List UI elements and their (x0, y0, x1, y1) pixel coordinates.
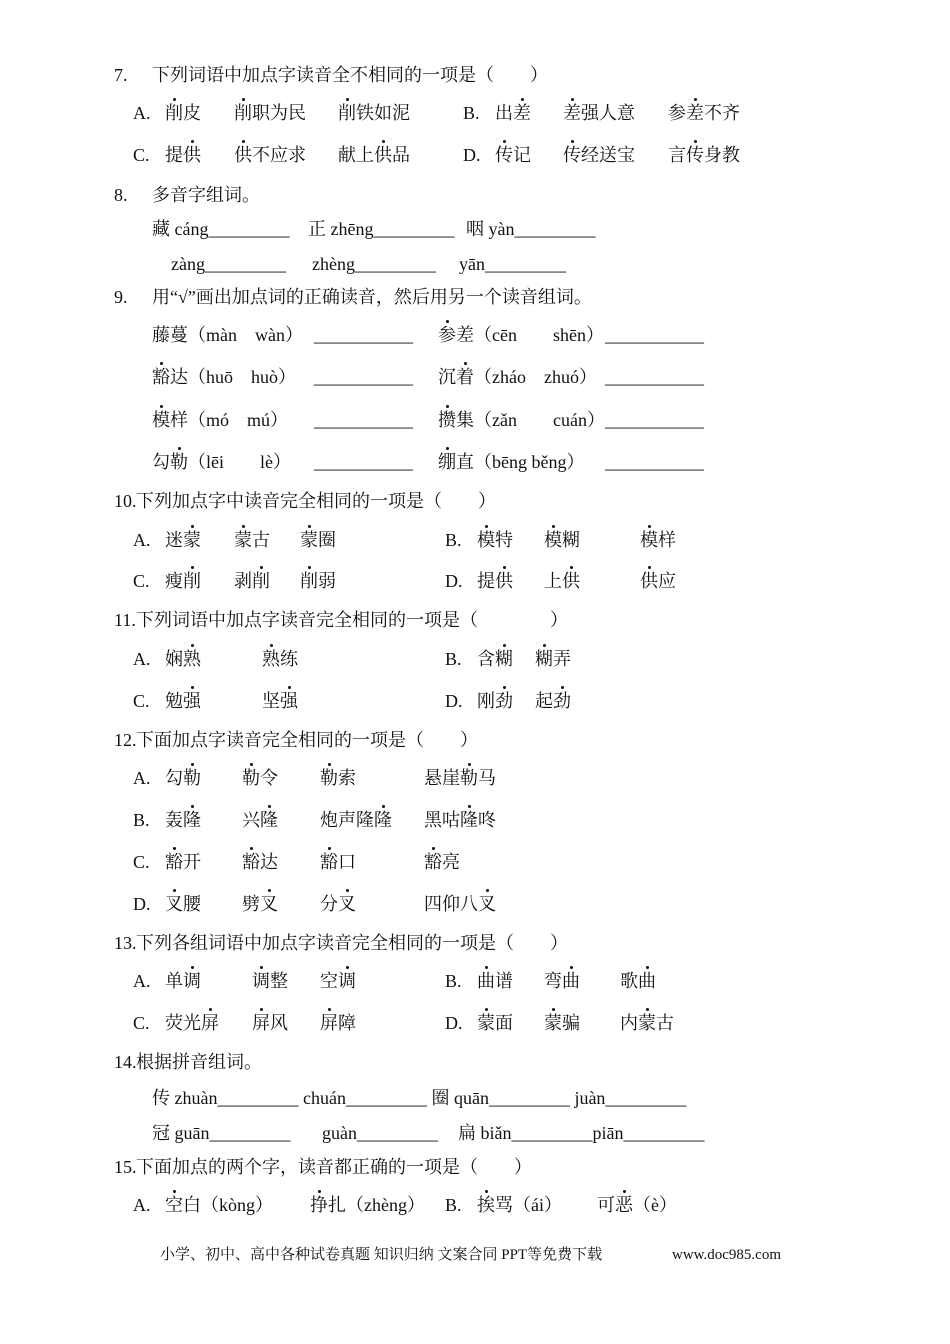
option-label-c: C. (133, 852, 150, 872)
option-word: 供不应求 (234, 145, 306, 165)
emphasis-dot (242, 98, 245, 101)
emphasis-dot (308, 566, 311, 569)
option-word: 模样 (640, 530, 676, 550)
fill-in-blank: 冠 guān_________ (152, 1123, 291, 1143)
emphasis-dot (173, 98, 176, 101)
pinyin-question-word: 攒集 (438, 410, 474, 430)
question-stem: 下列各组词语中加点字读音完全相同的一项是（ ） (136, 933, 568, 953)
option-label-b: B. (445, 649, 462, 669)
emphasis-dot (260, 1008, 263, 1011)
emphasis-dot (191, 966, 194, 969)
option-word: 模糊 (544, 530, 580, 550)
emphasis-dot (432, 847, 435, 850)
option-label-d: D. (445, 691, 463, 711)
pinyin-choice: （bēng běng） (474, 452, 585, 472)
option-word: 豁达 (242, 852, 278, 872)
option-word: 兴隆 (242, 810, 278, 830)
option-label-a: A. (133, 103, 151, 123)
emphasis-dot (382, 140, 385, 143)
option-word: 蒙圈 (300, 530, 336, 550)
option-word: 空白 (165, 1195, 201, 1215)
option-word: 蒙古 (234, 530, 270, 550)
answer-blank: ___________ (314, 410, 413, 430)
emphasis-dot (268, 805, 271, 808)
emphasis-dot (485, 1190, 488, 1193)
emphasis-dot (173, 1190, 176, 1193)
question-number: 10. (114, 491, 137, 511)
option-word: 削职为民 (234, 103, 306, 123)
emphasis-dot (446, 447, 449, 450)
pinyin-choice: （mó mú） (188, 410, 289, 430)
option-word: 勒索 (320, 768, 356, 788)
option-label-c: C. (133, 571, 150, 591)
emphasis-dot (561, 686, 564, 689)
emphasis-dot (191, 763, 194, 766)
emphasis-dot (191, 644, 194, 647)
emphasis-dot (446, 320, 449, 323)
fill-in-blank: 传 zhuàn_________ chuán_________ 圈 quān_________ juàn_________ (152, 1088, 687, 1108)
option-word: 荧光屏 (165, 1013, 219, 1033)
emphasis-dot (328, 1008, 331, 1011)
footer-url: www.doc985.com (672, 1247, 782, 1263)
question-stem: 用“√”画出加点词的正确读音，然后用另一个读音组词。 (152, 287, 592, 307)
option-word: 调整 (252, 971, 288, 991)
footer-text: 小学、初中、高中各种试卷真题 知识归纳 文案合同 PPT等免费下载 (160, 1247, 603, 1263)
answer-blank: ___________ (314, 452, 413, 472)
emphasis-dot (191, 566, 194, 569)
option-word: 差强人意 (563, 103, 635, 123)
emphasis-dot (173, 847, 176, 850)
pinyin-choice: （lēi lè） (188, 452, 291, 472)
option-word: 弯曲 (544, 971, 580, 991)
question-stem: 下列加点字中读音完全相同的一项是（ ） (136, 491, 496, 511)
answer-blank: ___________ (314, 367, 413, 387)
option-word: 出差 (495, 103, 531, 123)
option-word: 供应 (640, 571, 676, 591)
emphasis-dot (250, 847, 253, 850)
option-label-b: B. (463, 103, 480, 123)
question-stem: 下列词语中加点字读音全不相同的一项是（ ） (152, 65, 548, 85)
emphasis-dot (318, 1190, 321, 1193)
pinyin-question-word: 藤蔓 (152, 325, 188, 345)
option-word: 参差不齐 (668, 103, 740, 123)
option-label-b: B. (445, 971, 462, 991)
option-word: 蒙面 (477, 1013, 513, 1033)
fill-in-blank: zhèng_________ (312, 254, 436, 274)
emphasis-dot (191, 805, 194, 808)
fill-in-blank: 正 zhēng_________ (308, 219, 455, 239)
emphasis-dot (648, 566, 651, 569)
question-number: 8. (114, 185, 128, 205)
option-word: 娴熟 (165, 649, 201, 669)
emphasis-dot (694, 140, 697, 143)
option-word: 曲谱 (477, 971, 513, 991)
emphasis-dot (485, 966, 488, 969)
emphasis-dot (209, 1008, 212, 1011)
emphasis-dot (178, 447, 181, 450)
emphasis-dot (191, 525, 194, 528)
emphasis-dot (382, 805, 385, 808)
fill-in-blank: 藏 cáng_________ (152, 219, 290, 239)
option-word: 献上供品 (338, 145, 410, 165)
option-label-c: C. (133, 145, 150, 165)
pinyin-choice: （cēn shēn） (474, 325, 604, 345)
option-word: 削皮 (165, 103, 201, 123)
emphasis-dot (503, 644, 506, 647)
pinyin-question-word: 模样 (152, 410, 188, 430)
emphasis-dot (646, 966, 649, 969)
option-word: 含糊 (477, 649, 513, 669)
emphasis-dot (191, 140, 194, 143)
emphasis-dot (346, 966, 349, 969)
option-word: 剥削 (234, 571, 270, 591)
option-word: 糊弄 (535, 649, 571, 669)
option-word: 可恶 (597, 1195, 633, 1215)
option-label-b: B. (445, 1195, 462, 1215)
emphasis-dot (570, 566, 573, 569)
option-word: 轰隆 (165, 810, 201, 830)
emphasis-dot (250, 763, 253, 766)
fill-in-blank: 咽 yàn_________ (466, 219, 596, 239)
answer-blank: ___________ (314, 325, 413, 345)
option-label-b: B. (133, 810, 150, 830)
option-word: 豁口 (320, 852, 356, 872)
emphasis-dot (552, 1008, 555, 1011)
question-stem: 下列词语中加点字读音完全相同的一项是（ ） (136, 610, 568, 630)
option-word: 黑咕隆咚 (424, 810, 496, 830)
pinyin-question-word: 沉着 (438, 367, 474, 387)
emphasis-dot (328, 847, 331, 850)
emphasis-dot (160, 405, 163, 408)
fill-in-blank: guàn_________ (322, 1123, 438, 1143)
option-word: 屏风 (252, 1013, 288, 1033)
answer-blank: ___________ (605, 367, 704, 387)
option-word: 悬崖勒马 (424, 768, 496, 788)
fill-in-blank: zàng_________ (171, 254, 286, 274)
pinyin-choice: （zǎn cuán） (474, 410, 605, 430)
question-number: 11. (114, 610, 136, 630)
option-word: 叉腰 (165, 894, 201, 914)
emphasis-dot (160, 362, 163, 365)
option-word: 勾勒 (165, 768, 201, 788)
option-word: 削铁如泥 (338, 103, 410, 123)
emphasis-dot (288, 686, 291, 689)
option-label-d: D. (445, 571, 463, 591)
option-label-a: A. (133, 1195, 151, 1215)
option-word: 削弱 (300, 571, 336, 591)
option-word: 迷蒙 (165, 530, 201, 550)
emphasis-dot (260, 966, 263, 969)
pinyin-question-word: 豁达 (152, 367, 188, 387)
question-number: 9. (114, 287, 128, 307)
emphasis-dot (486, 889, 489, 892)
option-word: 豁亮 (424, 852, 460, 872)
pinyin-choice: （màn wàn） (188, 325, 303, 345)
answer-blank: ___________ (605, 325, 704, 345)
option-word: 言传身教 (668, 145, 740, 165)
option-word: 坚强 (262, 691, 298, 711)
option-word: 熟练 (262, 649, 298, 669)
option-word: 上供 (544, 571, 580, 591)
emphasis-dot (346, 98, 349, 101)
answer-blank: ___________ (605, 410, 704, 430)
question-stem: 多音字组词。 (152, 185, 260, 205)
option-word: 蒙骗 (544, 1013, 580, 1033)
fill-in-blank: 扁 biǎn_________piān_________ (458, 1123, 705, 1143)
pinyin-question-word: 绷直 (438, 452, 474, 472)
emphasis-dot (552, 525, 555, 528)
option-label-c: C. (133, 691, 150, 711)
question-stem: 根据拼音组词。 (136, 1052, 262, 1072)
emphasis-dot (446, 405, 449, 408)
option-word: 传记 (495, 145, 531, 165)
emphasis-dot (242, 140, 245, 143)
option-label-c: C. (133, 1013, 150, 1033)
option-word: 模特 (477, 530, 513, 550)
option-label-d: D. (133, 894, 151, 914)
emphasis-dot (191, 686, 194, 689)
option-word: 内蒙古 (620, 1013, 674, 1033)
question-number: 14. (114, 1052, 137, 1072)
question-number: 13. (114, 933, 137, 953)
emphasis-dot (571, 140, 574, 143)
emphasis-dot (328, 763, 331, 766)
pinyin-choice: （zháo zhuó） (474, 367, 597, 387)
emphasis-dot (571, 98, 574, 101)
option-word: 空调 (320, 971, 356, 991)
option-label-a: A. (133, 649, 151, 669)
emphasis-dot (646, 1008, 649, 1011)
emphasis-dot (260, 566, 263, 569)
fill-in-blank: yān_________ (459, 254, 566, 274)
emphasis-dot (521, 98, 524, 101)
emphasis-dot (268, 889, 271, 892)
pinyin-choice: （zhèng） (346, 1195, 425, 1215)
emphasis-dot (694, 98, 697, 101)
option-word: 起劲 (535, 691, 571, 711)
question-number: 7. (114, 65, 128, 85)
option-word: 提供 (477, 571, 513, 591)
option-word: 劈叉 (242, 894, 278, 914)
pinyin-choice: （ái） (513, 1195, 562, 1215)
emphasis-dot (173, 889, 176, 892)
option-label-a: A. (133, 768, 151, 788)
option-word: 屏障 (320, 1013, 356, 1033)
question-stem: 下面加点字读音完全相同的一项是（ ） (136, 730, 478, 750)
emphasis-dot (468, 805, 471, 808)
emphasis-dot (543, 644, 546, 647)
emphasis-dot (485, 525, 488, 528)
option-word: 炮声隆隆 (320, 810, 392, 830)
emphasis-dot (485, 1008, 488, 1011)
emphasis-dot (503, 140, 506, 143)
emphasis-dot (308, 525, 311, 528)
option-word: 勉强 (165, 691, 201, 711)
question-number: 15. (114, 1157, 137, 1177)
pinyin-question-word: 参差 (438, 325, 474, 345)
emphasis-dot (503, 566, 506, 569)
option-word: 传经送宝 (563, 145, 635, 165)
emphasis-dot (570, 966, 573, 969)
emphasis-dot (623, 1190, 626, 1193)
question-stem: 下面加点的两个字，读音都正确的一项是（ ） (136, 1157, 532, 1177)
pinyin-question-word: 勾勒 (152, 452, 188, 472)
emphasis-dot (346, 889, 349, 892)
pinyin-choice: （kòng） (201, 1195, 273, 1215)
emphasis-dot (464, 362, 467, 365)
option-word: 歌曲 (620, 971, 656, 991)
emphasis-dot (242, 525, 245, 528)
option-word: 分叉 (320, 894, 356, 914)
option-label-a: A. (133, 971, 151, 991)
emphasis-dot (270, 644, 273, 647)
option-word: 刚劲 (477, 691, 513, 711)
question-number: 12. (114, 730, 137, 750)
option-word: 瘦削 (165, 571, 201, 591)
pinyin-choice: （è） (633, 1195, 677, 1215)
option-word: 勒令 (242, 768, 278, 788)
option-word: 四仰八叉 (424, 894, 496, 914)
emphasis-dot (468, 763, 471, 766)
option-label-d: D. (463, 145, 481, 165)
emphasis-dot (503, 686, 506, 689)
option-word: 挣扎 (310, 1195, 346, 1215)
pinyin-choice: （huō huò） (188, 367, 296, 387)
option-word: 挨骂 (477, 1195, 513, 1215)
option-word: 豁开 (165, 852, 201, 872)
option-label-b: B. (445, 530, 462, 550)
option-label-d: D. (445, 1013, 463, 1033)
option-word: 单调 (165, 971, 201, 991)
answer-blank: ___________ (605, 452, 704, 472)
option-word: 提供 (165, 145, 201, 165)
option-label-a: A. (133, 530, 151, 550)
emphasis-dot (648, 525, 651, 528)
